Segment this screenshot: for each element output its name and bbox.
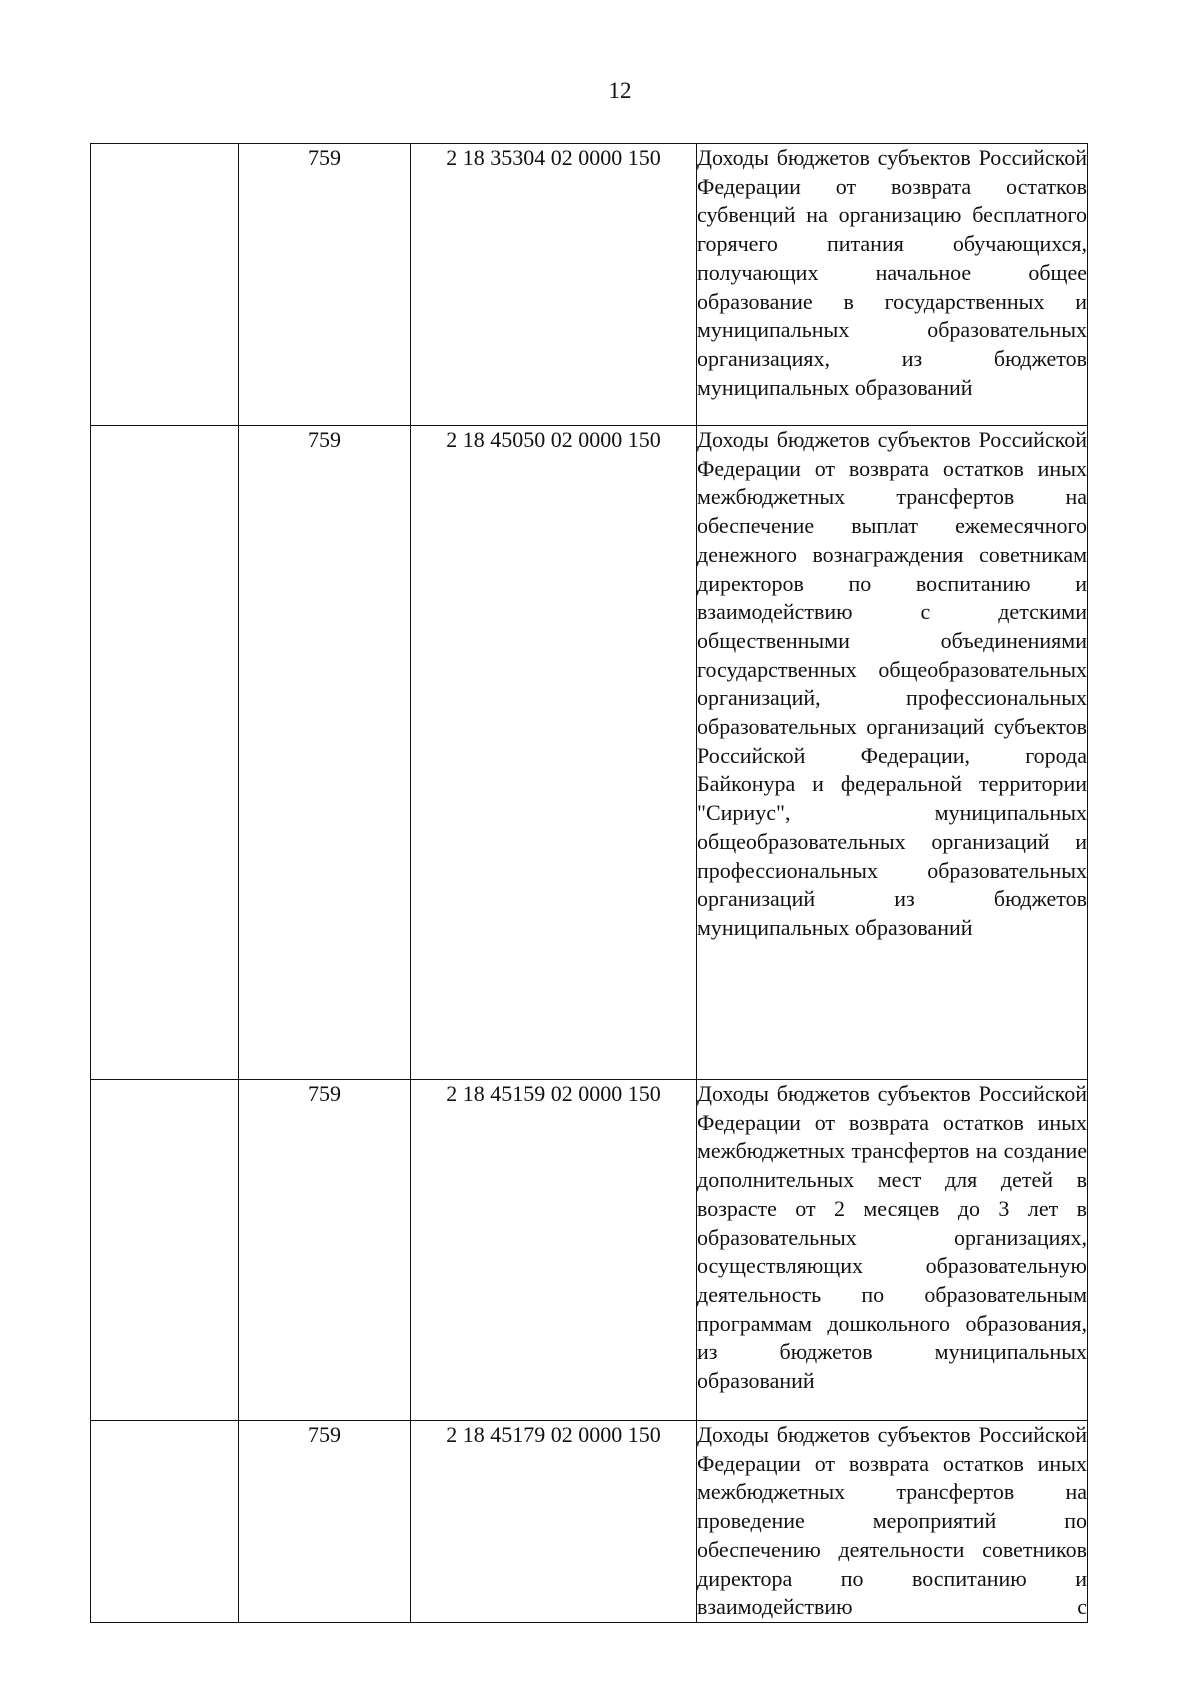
admin-code-cell: 759 bbox=[239, 144, 411, 426]
page-number: 12 bbox=[608, 78, 632, 103]
admin-code-cell: 759 bbox=[239, 1421, 411, 1623]
kbk-code-cell: 2 18 35304 02 0000 150 bbox=[411, 144, 697, 426]
description-cell bbox=[697, 1421, 1088, 1623]
description-cell bbox=[697, 144, 1088, 426]
description-text: Доходы бюджетов субъектов Российской Федерации от возврата остатков иных межбюджетных трансфертов на обеспечение выплат ежемесячного денежного вознаграждения советникам директоров по воспитанию и взаимодействию с детскими общественными объединениями государственных общеобразовательных организаций, профессиональных образовательных организаций субъектов Российской Федерации, города Байконура и федеральной территории "Сириус", муниципальных общеобразовательных организаций и профессиональных образовательных организаций из бюджетов муниципальных образований bbox=[697, 427, 1087, 940]
admin-code-cell: 759 bbox=[239, 1080, 411, 1421]
table-row bbox=[91, 1421, 1088, 1623]
table-row bbox=[91, 426, 1088, 1080]
description-text: Доходы бюджетов субъектов Российской Федерации от возврата остатков иных межбюджетных трансфертов на проведение мероприятий по обеспечению деятельности советников директора по воспитанию и взаимодействию с bbox=[697, 1422, 1087, 1620]
kbk-code-cell: 2 18 45159 02 0000 150 bbox=[411, 1080, 697, 1421]
empty-cell bbox=[91, 1421, 239, 1623]
empty-cell bbox=[91, 144, 239, 426]
empty-cell bbox=[91, 1080, 239, 1421]
kbk-code-cell: 2 18 45050 02 0000 150 bbox=[411, 426, 697, 1080]
empty-cell bbox=[91, 426, 239, 1080]
description-text: Доходы бюджетов субъектов Российской Федерации от возврата остатков иных межбюджетных трансфертов на создание дополнительных мест для детей в возрасте от 2 месяцев до 3 лет в образовательных организациях, осуществляющих образовательную деятельность по образовательным программам дошкольного образования, из бюджетов муниципальных образований bbox=[697, 1081, 1087, 1394]
table-row bbox=[91, 1080, 1088, 1421]
kbk-code-cell: 2 18 45179 02 0000 150 bbox=[411, 1421, 697, 1623]
description-cell bbox=[697, 426, 1088, 1080]
table-row bbox=[91, 144, 1088, 426]
description-cell bbox=[697, 1080, 1088, 1421]
admin-code-cell: 759 bbox=[239, 426, 411, 1080]
description-text: Доходы бюджетов субъектов Российской Федерации от возврата остатков субвенций на организацию бесплатного горячего питания обучающихся, получающих начальное общее образование в государственных и муниципальных образовательных организациях, из бюджетов муниципальных образований bbox=[697, 145, 1087, 400]
budget-classification-table bbox=[90, 143, 1088, 1623]
